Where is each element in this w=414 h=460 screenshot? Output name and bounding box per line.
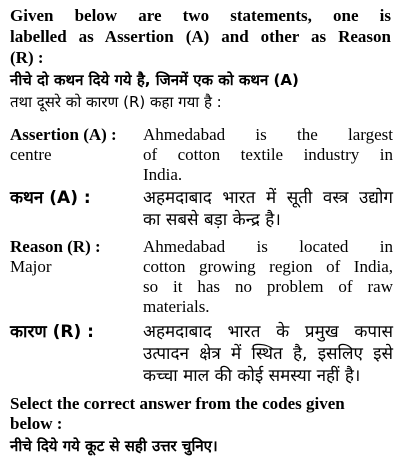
reason-line-2: cotton growing region of India,	[143, 257, 393, 276]
intro-english-line-1: Given below are two statements, one is	[10, 6, 391, 25]
intro-hindi-line-2: तथा दूसरे को कारण (R) कहा गया है :	[10, 93, 222, 111]
reason-label: Reason (R) :	[10, 237, 101, 256]
reason-line-1: Ahmedabad is located in	[143, 237, 393, 256]
kathan-line-1: अहमदाबाद भारत में सूती वस्त्र उद्योग	[143, 188, 393, 208]
karan-text	[143, 321, 393, 387]
reason-text	[143, 237, 393, 317]
kathan-label: कथन (A) :	[10, 188, 91, 208]
kathan-line-2: का सबसे बड़ा केन्द्र है।	[143, 210, 281, 230]
karan-label: कारण (R) :	[10, 322, 94, 342]
reason-line-3: so it has no problem of raw	[143, 277, 393, 296]
karan-line-3: कच्चा माल की कोई समस्या नहीं है।	[143, 366, 361, 386]
assertion-line-3: India.	[143, 165, 183, 184]
assertion-label: Assertion (A) :	[10, 125, 117, 144]
footer-english-line-2: below :	[10, 414, 63, 433]
assertion-text	[143, 125, 393, 185]
intro-hindi-line-1: नीचे दो कथन दिये गये है, जिनमें एक को कथन (A)	[10, 71, 299, 89]
footer-hindi-line-1: नीचे दिये गये कूट से सही उत्तर चुनिए।	[10, 437, 218, 455]
reason-label-suffix: Major	[10, 257, 52, 276]
kathan-text	[143, 187, 393, 231]
assertion-label-suffix: centre	[10, 145, 52, 164]
karan-line-2: उत्पादन क्षेत्र में स्थित है, इसलिए इसे	[143, 344, 393, 364]
intro-english-line-2: labelled as Assertion (A) and other as Reason	[10, 27, 391, 46]
assertion-line-2: of cotton textile industry in	[143, 145, 393, 164]
assertion-line-1: Ahmedabad is the largest	[143, 125, 393, 144]
intro-english-line-3: (R) :	[10, 48, 44, 67]
karan-line-1: अहमदाबाद भारत के प्रमुख कपास	[143, 322, 393, 342]
reason-line-4: materials.	[143, 297, 210, 316]
footer-english-line-1: Select the correct answer from the codes given	[10, 394, 345, 413]
